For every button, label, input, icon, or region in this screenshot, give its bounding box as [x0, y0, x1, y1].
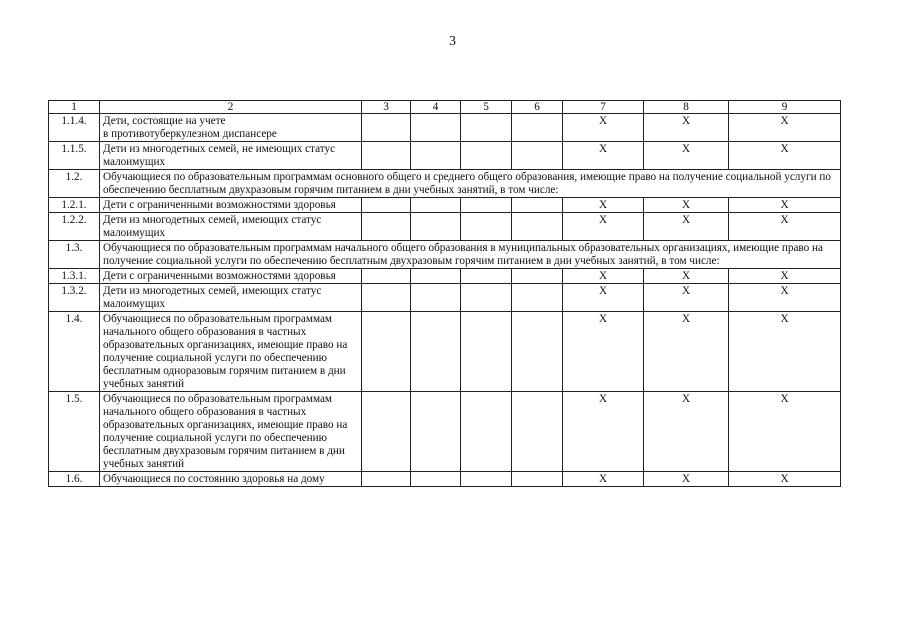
table-cell-col-5	[461, 472, 512, 487]
table-cell-col-4	[411, 392, 461, 472]
table-cell-col-6	[512, 114, 563, 142]
table-cell-col-6	[512, 198, 563, 213]
table-cell-col-3	[362, 114, 411, 142]
table-cell-col-3	[362, 213, 411, 241]
table-cell-col-3	[362, 269, 411, 284]
page-number: 3	[449, 34, 456, 49]
table-cell-col-3	[362, 472, 411, 487]
table-cell-col-3	[362, 284, 411, 312]
table-cell-col-9: Х	[729, 392, 841, 472]
table-section-row	[49, 241, 841, 269]
row-number: 1.3.1.	[49, 269, 100, 284]
table-row	[49, 198, 841, 213]
row-number: 1.2.	[49, 170, 100, 198]
row-number: 1.6.	[49, 472, 100, 487]
table-cell-col-8: Х	[644, 472, 729, 487]
table-cell-col-4	[411, 213, 461, 241]
table-cell-col-7: Х	[563, 114, 644, 142]
table-cell-col-9: Х	[729, 269, 841, 284]
table-cell-col-8: Х	[644, 284, 729, 312]
table-cell-col-7: Х	[563, 269, 644, 284]
table-cell-col-6	[512, 312, 563, 392]
row-number: 1.4.	[49, 312, 100, 392]
table-cell-col-9: Х	[729, 114, 841, 142]
row-number: 1.1.4.	[49, 114, 100, 142]
row-description: Дети из многодетных семей, имеющих статус малоимущих	[100, 213, 362, 241]
table-cell-col-8: Х	[644, 142, 729, 170]
table-cell-col-7: Х	[563, 198, 644, 213]
table-cell-col-4	[411, 198, 461, 213]
row-description: Дети из многодетных семей, не имеющих статус малоимущих	[100, 142, 362, 170]
row-description: Дети из многодетных семей, имеющих статус малоимущих	[100, 284, 362, 312]
table-cell-col-5	[461, 142, 512, 170]
row-number: 1.3.2.	[49, 284, 100, 312]
row-description: Дети с ограниченными возможностями здоровья	[100, 198, 362, 213]
table-cell-col-5	[461, 198, 512, 213]
table-cell-col-4	[411, 284, 461, 312]
column-header: 2	[100, 101, 362, 114]
table-cell-col-4	[411, 472, 461, 487]
row-number: 1.2.2.	[49, 213, 100, 241]
row-description: Дети, состоящие на учете в противотуберкулезном диспансере	[100, 114, 362, 142]
table-cell-col-5	[461, 284, 512, 312]
table-row	[49, 472, 841, 487]
table-cell-col-3	[362, 312, 411, 392]
table-cell-col-3	[362, 198, 411, 213]
table-cell-col-3	[362, 142, 411, 170]
table-cell-col-9: Х	[729, 284, 841, 312]
table-cell-col-4	[411, 114, 461, 142]
table-cell-col-5	[461, 213, 512, 241]
table-cell-col-4	[411, 269, 461, 284]
table-cell-col-5	[461, 392, 512, 472]
table-row	[49, 269, 841, 284]
table-row	[49, 114, 841, 142]
column-header: 1	[49, 101, 100, 114]
row-description: Обучающиеся по состоянию здоровья на дому	[100, 472, 362, 487]
table-cell-col-6	[512, 392, 563, 472]
table-cell-col-3	[362, 392, 411, 472]
table-cell-col-6	[512, 284, 563, 312]
table-cell-col-8: Х	[644, 312, 729, 392]
column-header: 5	[461, 101, 512, 114]
table-cell-col-6	[512, 142, 563, 170]
form-table	[48, 100, 841, 487]
row-number: 1.2.1.	[49, 198, 100, 213]
table-row	[49, 392, 841, 472]
table-row	[49, 284, 841, 312]
table-cell-col-6	[512, 213, 563, 241]
table-cell-col-7: Х	[563, 142, 644, 170]
table-cell-col-5	[461, 114, 512, 142]
table-section-row	[49, 170, 841, 198]
table-cell-col-7: Х	[563, 213, 644, 241]
table-cell-col-6	[512, 269, 563, 284]
table-cell-col-5	[461, 269, 512, 284]
table-row	[49, 213, 841, 241]
row-description: Обучающиеся по образовательным программам начального общего образования в муниципальных образовательных организациях, имеющие право на получение социальной услуги по обеспечению бесплатным двухразовым горячим питанием в дни учебных занятий, в том числе:	[100, 241, 841, 269]
table-cell-col-8: Х	[644, 198, 729, 213]
table-cell-col-7: Х	[563, 472, 644, 487]
table-cell-col-7: Х	[563, 312, 644, 392]
row-description: Дети с ограниченными возможностями здоровья	[100, 269, 362, 284]
table-cell-col-9: Х	[729, 213, 841, 241]
column-header: 8	[644, 101, 729, 114]
row-description: Обучающиеся по образовательным программам начального общего образования в частных образовательных организациях, имеющие право на получение социальной услуги по обеспечению бесплатным двухразовым горячим питанием в дни учебных занятий	[100, 392, 362, 472]
table-cell-col-8: Х	[644, 269, 729, 284]
table-cell-col-5	[461, 312, 512, 392]
table-row	[49, 312, 841, 392]
column-header: 3	[362, 101, 411, 114]
column-header: 4	[411, 101, 461, 114]
table-cell-col-8: Х	[644, 392, 729, 472]
table-cell-col-4	[411, 142, 461, 170]
table-header-row	[49, 101, 841, 114]
table-cell-col-9: Х	[729, 198, 841, 213]
row-description: Обучающиеся по образовательным программам основного общего и среднего общего образования, имеющие право на получение социальной услуги по обеспечению бесплатным двухразовым горячим питанием в дни учебных занятий, в том числе:	[100, 170, 841, 198]
table-cell-col-7: Х	[563, 284, 644, 312]
column-header: 6	[512, 101, 563, 114]
table-cell-col-9: Х	[729, 142, 841, 170]
table-cell-col-9: Х	[729, 312, 841, 392]
table-cell-col-8: Х	[644, 213, 729, 241]
table-cell-col-9: Х	[729, 472, 841, 487]
column-header: 9	[729, 101, 841, 114]
row-number: 1.5.	[49, 392, 100, 472]
row-description: Обучающиеся по образовательным программам начального общего образования в частных образовательных организациях, имеющие право на получение социальной услуги по обеспечению бесплатным одноразовым горячим питанием в дни учебных занятий	[100, 312, 362, 392]
row-number: 1.1.5.	[49, 142, 100, 170]
column-header: 7	[563, 101, 644, 114]
row-number: 1.3.	[49, 241, 100, 269]
table-cell-col-4	[411, 312, 461, 392]
table-cell-col-6	[512, 472, 563, 487]
table-cell-col-7: Х	[563, 392, 644, 472]
table-cell-col-8: Х	[644, 114, 729, 142]
table-row	[49, 142, 841, 170]
